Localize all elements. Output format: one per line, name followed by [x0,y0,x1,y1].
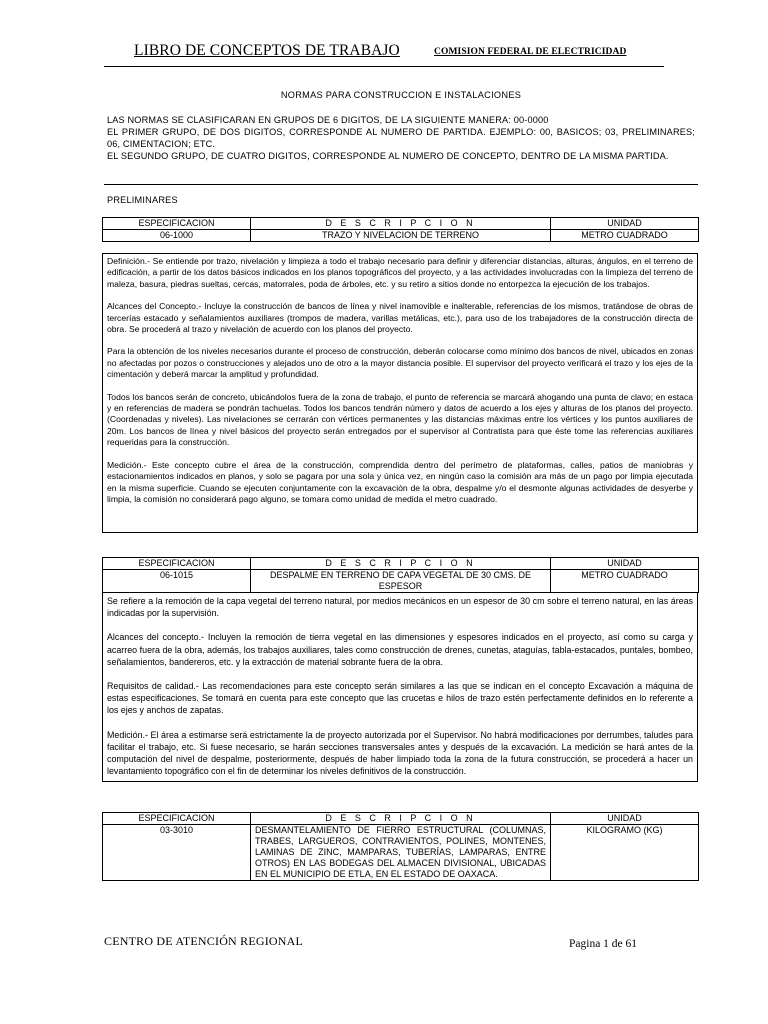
concept-table [102,812,699,881]
measurement-paragraph: Medición.- Este concepto cubre el área de la construcción, comprendida dentro del perímetro de plataformas, calles, patios de maniobras y estacionamientos indicados en planos, y solo se pagara por una sola y única vez, en ningún caso la comisión ara más de un pago por limpia ejecutada en la misma superficie. Cuando se ejecuten conjuntamente con la excavación de la obra, despalme y/o el desmonte algunas actividades de desyerbe y limpia, la comisión no considerará pago alguno, se tomara como unidad de medida el metro cuadrado. [107,459,693,504]
table-row [103,825,699,881]
header-spec: ESPECIFICACION [103,558,251,570]
concept-description: DESPALME EN TERRENO DE CAPA VEGETAL DE 30 CMS. DE ESPESOR [251,570,551,593]
concept-description: TRAZO Y NIVELACION DE TERRENO [251,230,551,242]
levels-paragraph: Para la obtención de los niveles necesarios durante el proceso de construcción, deberán colocarse como mínimo dos bancos de nivel, ubicados en zonas no afectadas por pozos o construcciones y alejados uno de otro a la mayor distancia posible. El supervisor del proyecto verificará el trazo y los ejes de la cimentación y deberá marcar la amplitud y profundidad. [107,346,693,380]
section-divider [104,184,698,185]
definition-paragraph: Definición.- Se entiende por trazo, nivelación y limpieza a todo el trabajo necesario para definir y diferenciar distancias, alturas, ángulos, en el terreno de edificación, a partir de los datos básicos indicados en los planos topográficos del proyecto, y a las actividades involucradas con la limpieza del terreno de maleza, basura, piedras sueltas, cercas, matorrales, poda de árboles, etc. y su retiro a sitios donde no entorpezca la ejecución de los trabajos. [107,256,693,289]
company-name: COMISION FEDERAL DE ELECTRICIDAD [434,47,627,57]
concept-description: DESMANTELAMIENTO DE FIERRO ESTRUCTURAL (COLUMNAS, TRABES, LARGUEROS, CONTRAVIENTOS, POLINES, MONTENES, LAMINAS DE ZINC, MAMPARAS, TUBERÍAS, LAMPARAS, ENTRE OTROS) EN LAS BODEGAS DEL ALMACEN DIVISIONAL, UBICADAS EN EL MUNICIPIO DE ETLA, EN EL ESTADO DE OAXACA. [251,825,551,881]
header-description: D E S C R I P C I O N [251,813,551,825]
table-header-row [103,558,699,570]
quality-paragraph: Requisitos de calidad.- Las recomendaciones para este concepto serán similares a las que se indican en el concepto Excavación a máquina de estas especificaciones. Se tomará en cuenta para este concepto que las crucetas e hilos de trazo estén perfectamente definidos en lo referente a los ejes y anchos de zapatas. [107,681,693,716]
scope-paragraph: Alcances del Concepto.- Incluye la construcción de bancos de línea y nivel inamovible e inalterable, referencias de los mismos, tratándose de obras de tercerías estacado y señalamientos auxiliares (trompos de madera, varillas metálicas, etc.), para uso de los trabajadores de la construcción directa de obra. Se procederá al trazo y nivelación de acuerdo con los planos del proyecto. [107,301,693,335]
spec-code: 06-1000 [103,230,251,242]
concept-details [102,592,698,782]
table-header-row [103,218,699,230]
section-heading: NORMAS PARA CONSTRUCCION E INSTALACIONES [280,90,522,100]
footer-department: CENTRO DE ATENCIÓN REGIONAL [104,934,304,948]
page-number: Pagina 1 de 61 [569,938,638,950]
header-description: D E S C R I P C I O N [251,558,551,570]
spec-code: 03-3010 [103,825,251,881]
table-row [103,570,699,593]
concept-details [102,253,698,533]
header-divider [104,66,664,67]
category-title: PRELIMINARES [107,195,178,205]
concept-table [102,557,699,593]
concept-table [102,217,699,242]
header-unit: UNIDAD [551,558,699,570]
header-description: D E S C R I P C I O N [251,218,551,230]
spec-code: 06-1015 [103,570,251,593]
definition-paragraph: Se refiere a la remoción de la capa vegetal del terreno natural, por medios mecánicos en un espesor de 30 cm sobre el terreno natural, en las áreas indicadas por la supervisión. [107,596,693,619]
concept-unit: METRO CUADRADO [551,230,699,242]
header-unit: UNIDAD [551,813,699,825]
intro-text [107,114,695,162]
intro-line: EL SEGUNDO GRUPO, DE CUATRO DIGITOS, CORRESPONDE AL NUMERO DE CONCEPTO, DENTRO DE LA MISMA PARTIDA. [107,151,669,161]
benchmarks-paragraph: Todos los bancos serán de concreto, ubicándolos fuera de la zona de trabajo, el punto de referencia se marcará ahogando una punta de clavo; en estaca y en referencias de madera se pondrán tachuelas. Todos los bancos tendrán número y datos de acuerdo a los ejes y alturas de los planos del proyecto. (Coordenadas y niveles). Las nivelaciones se cerrarán con vértices permanentes y las distancias máximas entre los vértices y los puntos auxiliares de 20m. Los bancos de línea y nivel básicos del proyecto serán entregados por el supervisor al Contratista para que éste tome las referencias auxiliares requeridas para la construcción. [107,391,693,448]
intro-line: LAS NORMAS SE CLASIFICARAN EN GRUPOS DE 6 DIGITOS, DE LA SIGUIENTE MANERA: 00-0000 [107,115,549,125]
document-title: LIBRO DE CONCEPTOS DE TRABAJO [134,42,400,59]
table-row [103,230,699,242]
table-header-row [103,813,699,825]
measurement-paragraph: Medición.- El área a estimarse será estrictamente la de proyecto autorizada por el Supervisor. No habrá modificaciones por derrumbes, taludes para facilitar el trabajo, etc. Si fuese necesario, se harán secciones transversales antes y después de la excavación. La medición se hará antes de la computación del nivel de despalme, posteriormente, después de haber limpiado toda la zona de la futura construcción, se procederá a hacer un levantamiento topográfico con el fin de determinar los niveles definitivos de la construcción. [107,729,693,777]
header-spec: ESPECIFICACION [103,813,251,825]
concept-unit: KILOGRAMO (KG) [551,825,699,881]
header-spec: ESPECIFICACION [103,218,251,230]
concept-unit: METRO CUADRADO [551,570,699,593]
intro-line: EL PRIMER GRUPO, DE DOS DIGITOS, CORRESPONDE AL NUMERO DE PARTIDA. EJEMPLO: 00, BASICOS; 03, PRELIMINARES; 06, CIMENTACION; ETC. [107,127,695,149]
scope-paragraph: Alcances del concepto.- Incluyen la remoción de tierra vegetal en las dimensiones y espesores indicados en el proyecto, así como su carga y acarreo fuera de la obra, además, los trabajos auxiliares, tales como construcción de drenes, cunetas, ataguías, tabla-estacados, puntales, bombeo, señalamientos, bandereros, etc. y la extracción de material sobrante fuera de la obra. [107,632,693,667]
header-unit: UNIDAD [551,218,699,230]
